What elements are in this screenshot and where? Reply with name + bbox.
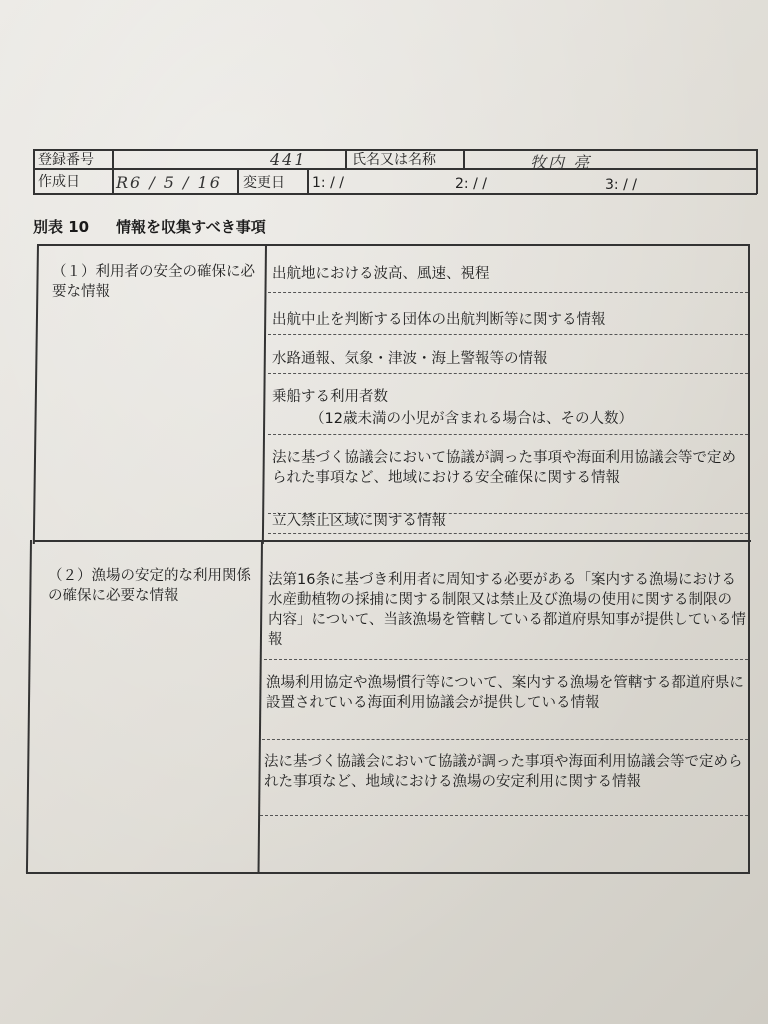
section-2-item-3: 法に基づく協議会において協議が調った事項や海面利用協議会等で定められた事項など、地域における漁場の安定利用に関する情報 (264, 754, 743, 790)
item-separator (262, 739, 748, 740)
table-section-divider (33, 540, 751, 542)
table-top-border (37, 244, 749, 246)
table-left-border (33, 244, 39, 544)
change-slot-2: 2: / / (455, 176, 487, 192)
section-1-item-4-note: （12歳未満の小児が含まれる場合は、その人数） (310, 411, 633, 427)
header-mid-border (33, 168, 757, 170)
registration-number-label: 登録番号 (38, 152, 94, 168)
item-separator (264, 659, 748, 660)
table-title-number: 別表 10 (33, 218, 90, 236)
section-2-label: （２）漁場の安定的な利用関係の確保に必要な情報 (48, 568, 251, 604)
item-separator (268, 292, 748, 293)
table-left-border-2 (26, 540, 32, 873)
section-1-item-1: 出航地における波高、風速、視程 (272, 266, 490, 282)
item-separator (268, 334, 748, 335)
item-separator (268, 533, 748, 534)
table-title: 情報を収集すべき事項 (116, 218, 266, 236)
header-div-3 (463, 149, 465, 169)
section-2-item-2: 漁場利用協定や漁場慣行等について、案内する漁場を管轄する都道府県に設置されている海面利用協議会が提供している情報 (266, 675, 744, 711)
section-1-item-3: 水路通報、気象・津波・海上警報等の情報 (272, 351, 548, 367)
item-separator (268, 373, 748, 374)
table-right-border (748, 244, 750, 873)
header-div-1 (112, 149, 114, 194)
created-date-value: R6 / 5 / 16 (116, 173, 222, 192)
name-value: 牧内 亮 (530, 153, 592, 172)
name-label: 氏名又は名称 (352, 152, 436, 168)
section-1-item-2: 出航中止を判断する団体の出航判断等に関する情報 (272, 312, 606, 328)
section-1-item-6: 立入禁止区域に関する情報 (272, 513, 446, 529)
changed-date-label: 変更日 (243, 175, 285, 191)
header-bottom-border (33, 193, 757, 195)
section-2-item-1: 法第16条に基づき利用者に周知する必要がある「案内する漁場における水産動植物の採捕に関する制限又は禁止及び漁場の使用に関する制限の内容」について、当該漁場を管轄している都道府県知事が提供している情報 (268, 572, 746, 648)
change-slot-3: 3: / / (605, 177, 637, 193)
header-right-border (756, 149, 758, 194)
created-date-label: 作成日 (38, 174, 80, 190)
header-left-border (33, 149, 35, 194)
header-div-2 (345, 149, 347, 169)
header-top-border (33, 149, 757, 151)
change-slot-1: 1: / / (312, 175, 344, 191)
header-div-4 (237, 168, 239, 194)
section-1-item-4: 乗船する利用者数 (272, 389, 388, 405)
table-column-divider (262, 244, 267, 544)
section-1-label: （１）利用者の安全の確保に必要な情報 (52, 264, 255, 300)
item-separator (268, 434, 748, 435)
table-bottom-border (26, 872, 750, 874)
registration-number-value: 441 (270, 150, 307, 169)
header-div-5 (307, 168, 309, 194)
table-column-divider-2 (258, 540, 263, 873)
item-separator (260, 815, 748, 816)
section-1-item-5: 法に基づく協議会において協議が調った事項や海面利用協議会等で定められた事項など、地域における安全確保に関する情報 (272, 450, 736, 486)
